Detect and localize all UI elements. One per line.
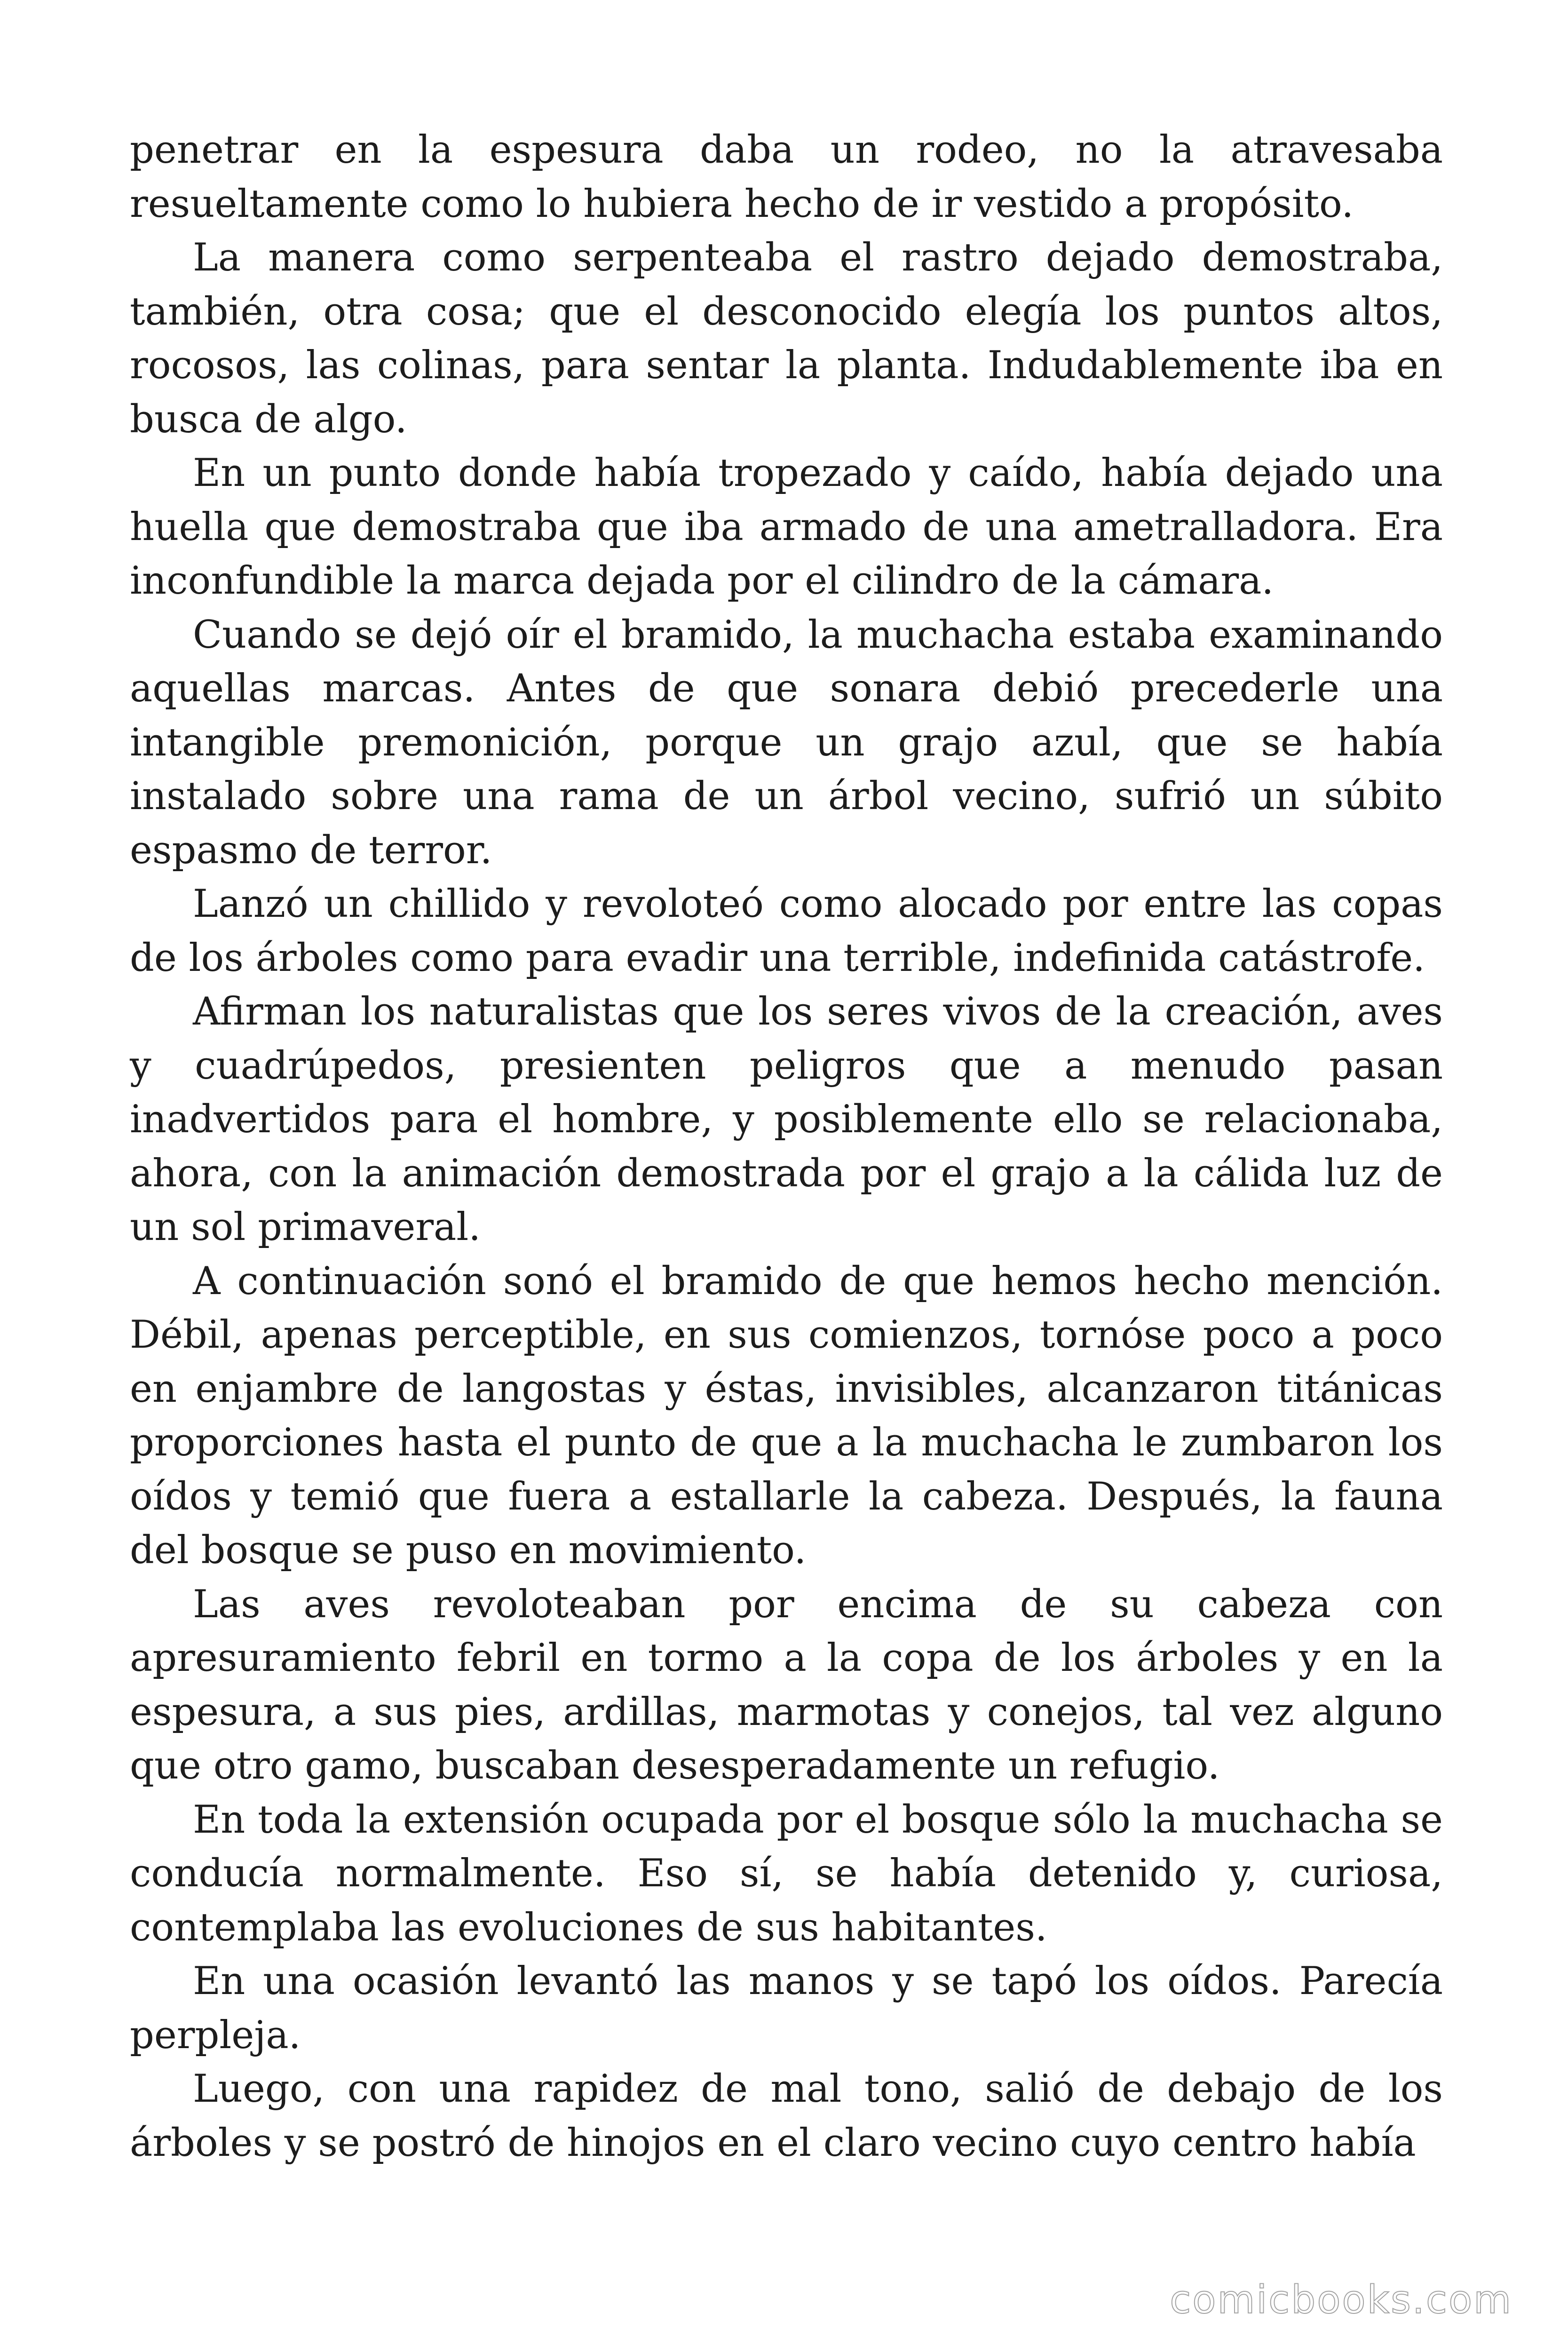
paragraph-5: Lanzó un chillido y revoloteó como alocado por entre las copas de los árboles como para evadir una terrible, indefinida catástrofe.	[130, 882, 1443, 980]
paragraph-7: A continuación sonó el bramido de que hemos hecho mención. Débil, apenas perceptible, en sus comienzos, tornóse poco a poco en enjambre de langostas y éstas, invisibles, alcanzaron titánicas proporciones hasta el punto de que a la muchacha le zumbaron los oídos y temió que fuera a estallarle la cabeza. Después, la fauna del bosque se puso en movimiento.	[130, 1259, 1443, 1573]
paragraph-1: penetrar en la espesura daba un rodeo, no la atravesaba resueltamente como lo hubiera hecho de ir vestido a propósito.	[130, 128, 1443, 226]
paragraph-4: Cuando se dejó oír el bramido, la muchacha estaba examinando aquellas marcas. Antes de que sonara debió precederle una intangible premonición, porque un grajo azul, que se había instalado sobre una rama de un árbol vecino, sufrió un súbito espasmo de terror.	[130, 612, 1443, 873]
paragraph-9: En toda la extensión ocupada por el bosque sólo la muchacha se conducía normalmente. Eso sí, se había detenido y, curiosa, contemplaba las evoluciones de sus habitantes.	[130, 1797, 1443, 1950]
paragraph-8: Las aves revoloteaban por encima de su cabeza con apresuramiento febril en tormo a la copa de los árboles y en la espesura, a sus pies, ardillas, marmotas y conejos, tal vez alguno que otro gamo, buscaban desesperadamente un refugio.	[130, 1582, 1443, 1788]
paragraph-6: Afirman los naturalistas que los seres vivos de la creación, aves y cuadrúpedos, presienten peligros que a menudo pasan inadvertidos para el hombre, y posiblemente ello se relacionaba, ahora, con la animación demostrada por el grajo a la cálida luz de un sol primaveral.	[130, 990, 1443, 1249]
paragraph-3: En un punto donde había tropezado y caído, había dejado una huella que demostraba que iba armado de una ametralladora. Era inconfundible la marca dejada por el cilindro de la cámara.	[130, 451, 1443, 603]
page-body	[130, 123, 1443, 2170]
paragraph-2: La manera como serpenteaba el rastro dejado demostraba, también, otra cosa; que el desconocido elegía los puntos altos, rocosos, las colinas, para sentar la planta. Indudablemente iba en busca de algo.	[130, 236, 1443, 442]
paragraph-10: En una ocasión levantó las manos y se tapó los oídos. Parecía perpleja.	[130, 1959, 1443, 2058]
watermark: comicbooks.com	[1170, 2278, 1513, 2322]
paragraph-11: Luego, con una rapidez de mal tono, salió de debajo de los árboles y se postró de hinojos en el claro vecino cuyo centro había	[130, 2067, 1443, 2165]
